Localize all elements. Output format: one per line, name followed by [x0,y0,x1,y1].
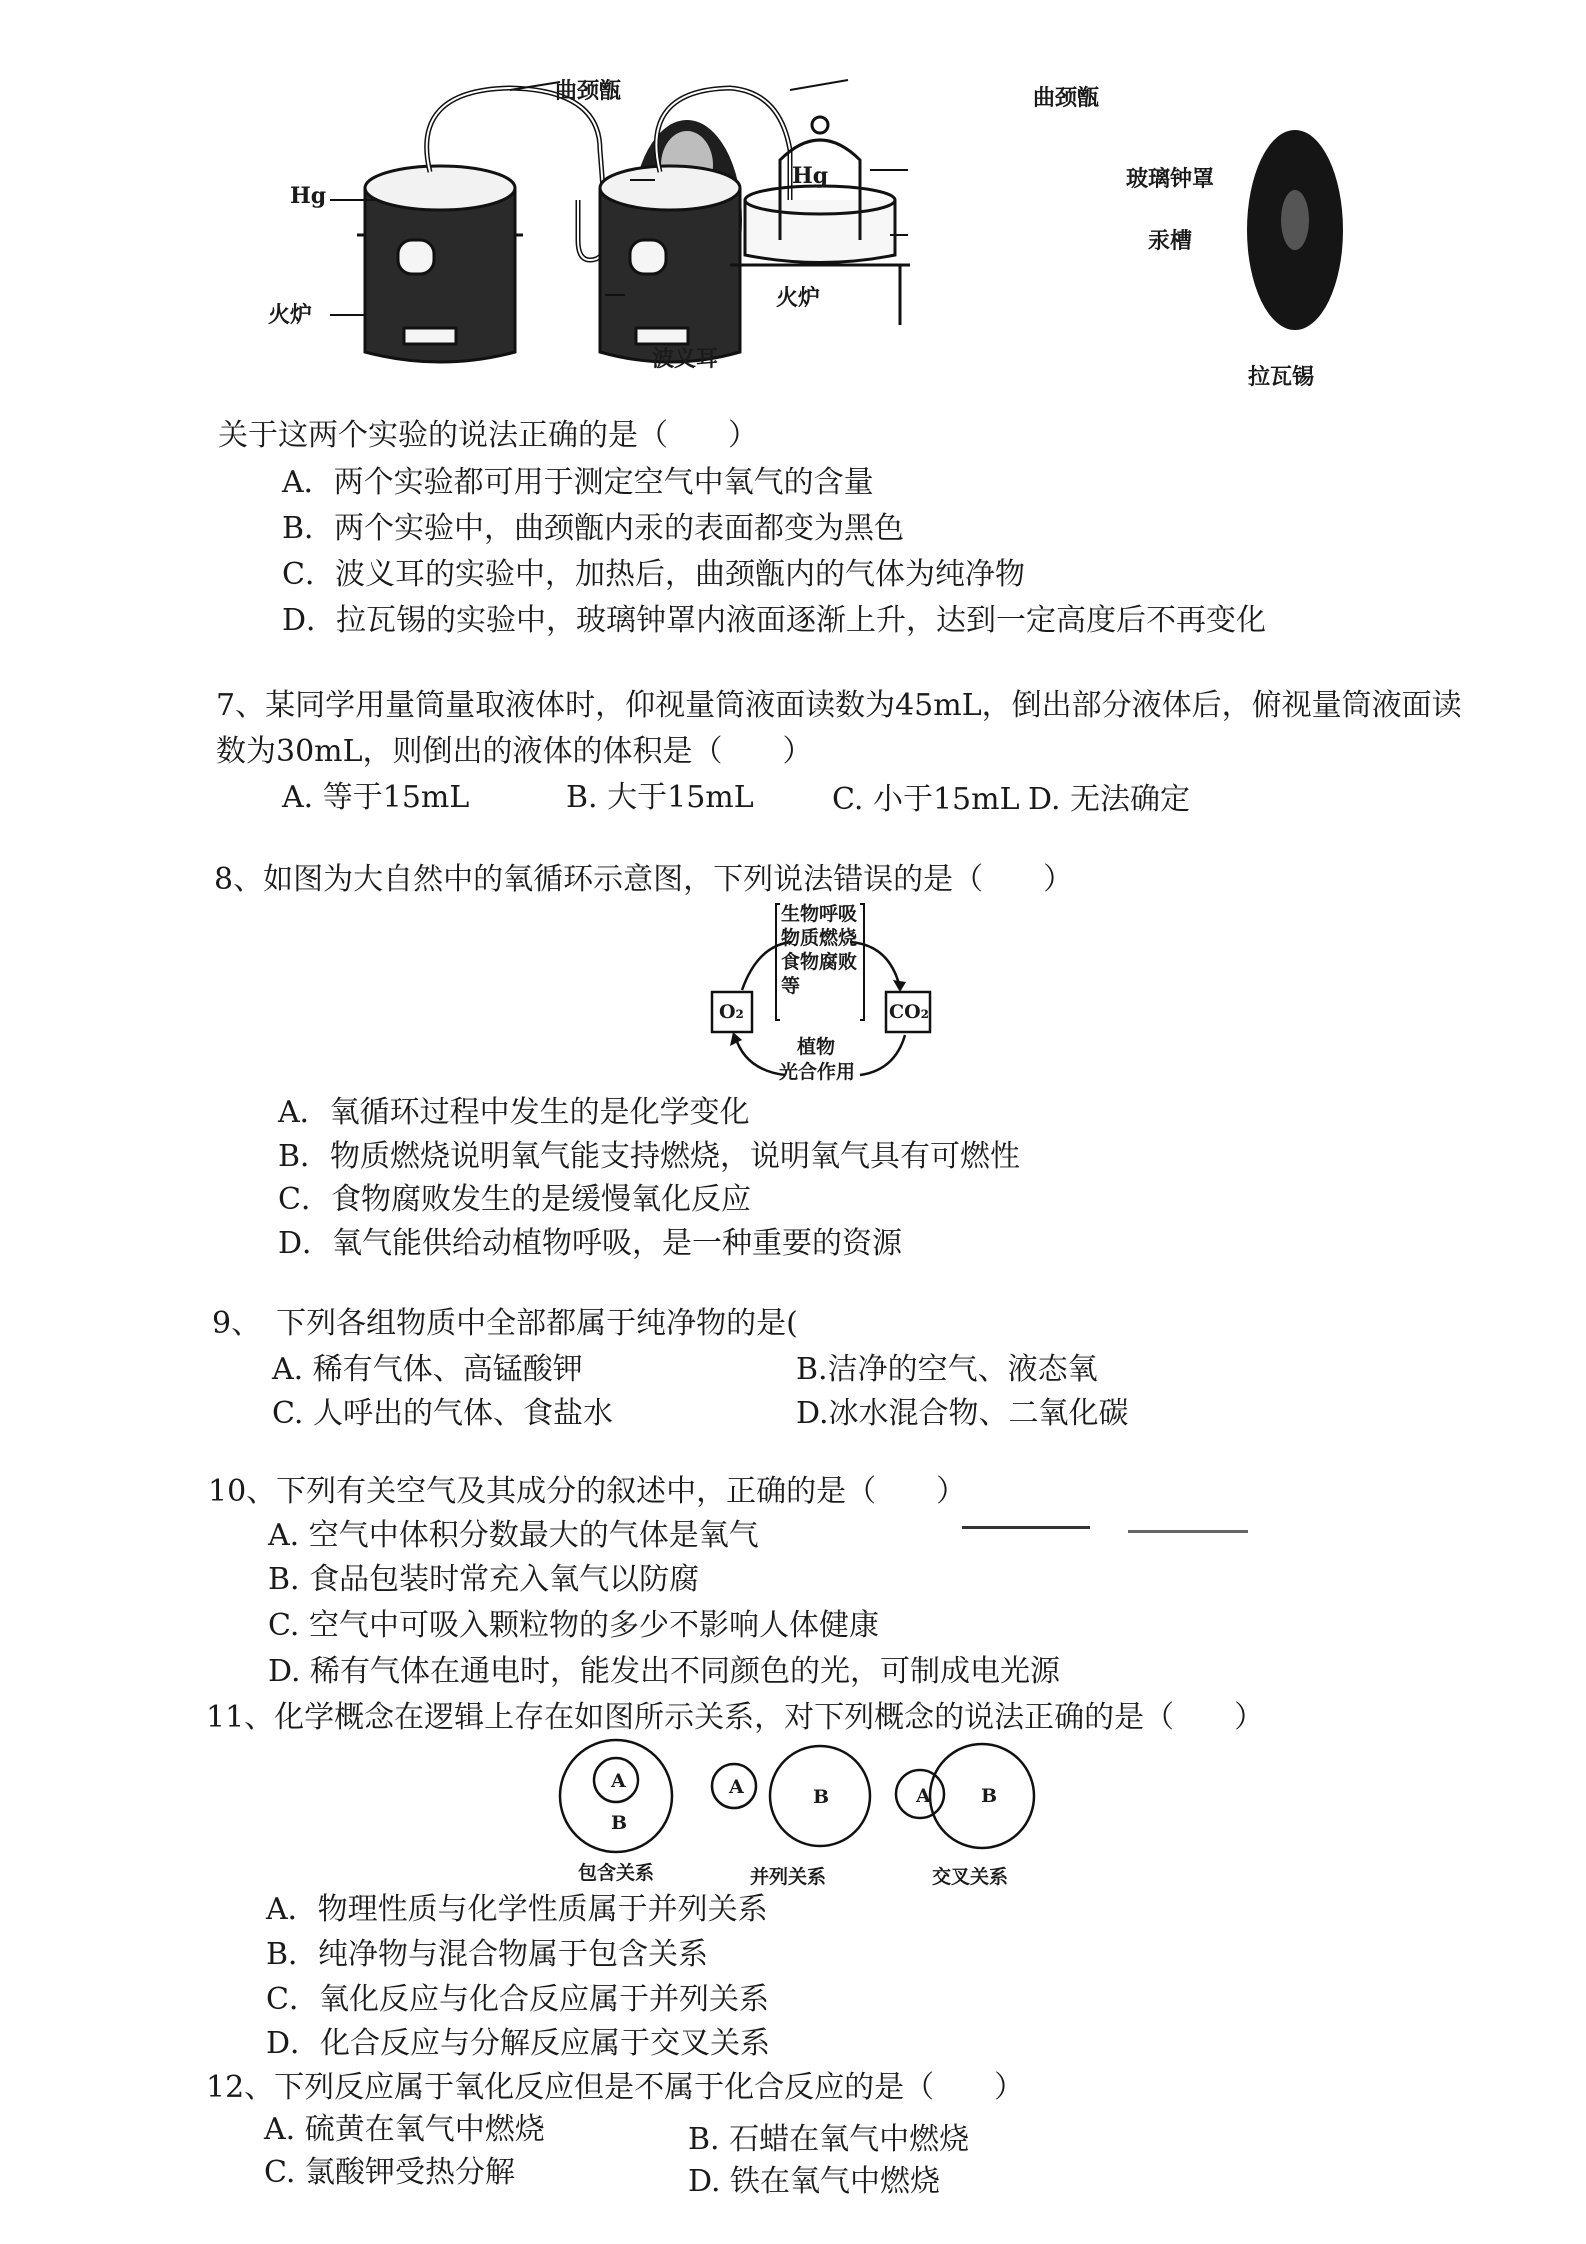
o2-label: O₂ [719,1001,744,1023]
q12-option-b[interactable]: B. 石蜡在氧气中燃烧 [688,2122,970,2157]
experiment-figure [260,60,1360,400]
q11-option-c[interactable]: C．氧化反应与化合反应属于并列关系 [266,1982,769,2017]
logic-relationship-diagram [556,1728,1046,1868]
q11-option-b[interactable]: B．纯净物与混合物属于包含关系 [266,1937,709,1972]
parallel-b-label: B [813,1786,830,1808]
label-huolu-right: 火炉 [776,285,821,311]
label-boyle: 波义耳 [652,346,719,372]
q6-option-a[interactable]: A．两个实验都可用于测定空气中氧气的含量 [282,465,874,500]
q6-option-d[interactable]: D．拉瓦锡的实验中，玻璃钟罩内液面逐渐上升，达到一定高度后不再变化 [282,603,1267,638]
q9-option-d[interactable]: D.冰水混合物、二氧化碳 [796,1396,1129,1431]
q11-option-d[interactable]: D．化合反应与分解反应属于交叉关系 [266,2026,771,2061]
q7-stem-line2: 数为30mL，则倒出的液体的体积是（ ） [216,734,813,769]
q10-stem: 10、下列有关空气及其成分的叙述中，正确的是（ ） [208,1474,967,1509]
q7-stem-line1: 7、某同学用量筒量取液体时，仰视量筒液面读数为45mL，倒出部分液体后，俯视量筒液面读 [216,688,1462,723]
q9-option-b[interactable]: B.洁净的空气、液态氧 [796,1352,1098,1387]
q6-option-c[interactable]: C．波义耳的实验中，加热后，曲颈甑内的气体为纯净物 [282,557,1025,592]
q7-option-a[interactable]: A. 等于15mL [282,780,470,815]
q10-option-a[interactable]: A. 空气中体积分数最大的气体是氧气 [268,1518,759,1553]
co2-label: CO₂ [889,1001,929,1023]
q12-option-c[interactable]: C. 氯酸钾受热分解 [264,2155,515,2190]
q10-option-c[interactable]: C. 空气中可吸入颗粒物的多少不影响人体健康 [268,1608,879,1643]
experiment-drawing [260,60,1360,400]
cycle-plant-2: 光合作用 [779,1061,856,1083]
label-lavoisier: 拉瓦锡 [1248,364,1315,390]
cycle-process-3: 食物腐败 [781,951,858,973]
q12-option-d[interactable]: D. 铁在氧气中燃烧 [688,2164,941,2199]
label-hg-right: Hg [792,163,829,189]
label-huolu-left: 火炉 [268,302,313,328]
q9-option-c[interactable]: C. 人呼出的气体、食盐水 [272,1396,613,1431]
label-quzheng-left: 曲颈甑 [555,78,622,104]
label-bell-jar: 玻璃钟罩 [1126,166,1215,192]
scan-stroke-2 [1128,1530,1248,1533]
q9-option-a[interactable]: A. 稀有气体、高锰酸钾 [272,1352,583,1387]
contain-a-label: A [611,1770,626,1792]
cross-caption: 交叉关系 [932,1866,1009,1888]
q10-option-d[interactable]: D. 稀有气体在通电时，能发出不同颜色的光，可制成电光源 [268,1654,1061,1689]
cycle-process-2: 物质燃烧 [781,927,858,949]
q12-stem: 12、下列反应属于氧化反应但是不属于化合反应的是（ ） [206,2070,1025,2105]
q8-stem: 8、如图为大自然中的氧循环示意图，下列说法错误的是（ ） [214,862,1074,897]
label-hg-left: Hg [290,183,327,209]
q8-option-b[interactable]: B．物质燃烧说明氧气能支持燃烧，说明氧气具有可燃性 [278,1139,1021,1174]
contain-caption: 包含关系 [578,1862,655,1884]
q10-option-b[interactable]: B. 食品包装时常充入氧气以防腐 [268,1562,700,1597]
q12-option-a[interactable]: A. 硫黄在氧气中燃烧 [264,2112,545,2147]
left-furnace [357,166,523,362]
q8-option-a[interactable]: A．氧循环过程中发生的是化学变化 [278,1095,750,1130]
q6-option-b[interactable]: B．两个实验中，曲颈甑内汞的表面都变为黑色 [282,511,905,546]
right-furnace [600,166,740,362]
cycle-process-4: 等 [781,975,801,997]
q11-option-a[interactable]: A．物理性质与化学性质属于并列关系 [266,1892,768,1927]
q8-option-c[interactable]: C．食物腐败发生的是缓慢氧化反应 [278,1182,751,1217]
q8-option-d[interactable]: D．氧气能供给动植物呼吸，是一种重要的资源 [278,1226,903,1261]
q6-stem: 关于这两个实验的说法正确的是（ ） [218,418,758,453]
q9-stem: 9、 下列各组物质中全部都属于纯净物的是( [212,1306,798,1341]
q7-option-b[interactable]: B. 大于15mL [566,780,754,815]
parallel-a-label: A [729,1776,744,1798]
lower-arrow [860,1035,905,1075]
cycle-process-1: 生物呼吸 [781,903,858,925]
q11-stem: 11、化学概念在逻辑上存在如图所示关系，对下列概念的说法正确的是（ ） [206,1700,1265,1735]
cross-a-label: A [916,1785,931,1807]
label-quzheng-right: 曲颈甑 [1033,85,1100,111]
cross-b-label: B [981,1785,998,1807]
q7-option-c[interactable]: C. 小于15mL [832,782,1020,817]
label-mercury-trough: 汞槽 [1148,228,1193,254]
parallel-caption: 并列关系 [750,1866,827,1888]
scan-stroke-1 [962,1526,1090,1529]
contain-b-label: B [611,1812,628,1834]
q7-option-d[interactable]: D. 无法确定 [1028,782,1191,817]
cycle-plant-1: 植物 [797,1036,836,1058]
